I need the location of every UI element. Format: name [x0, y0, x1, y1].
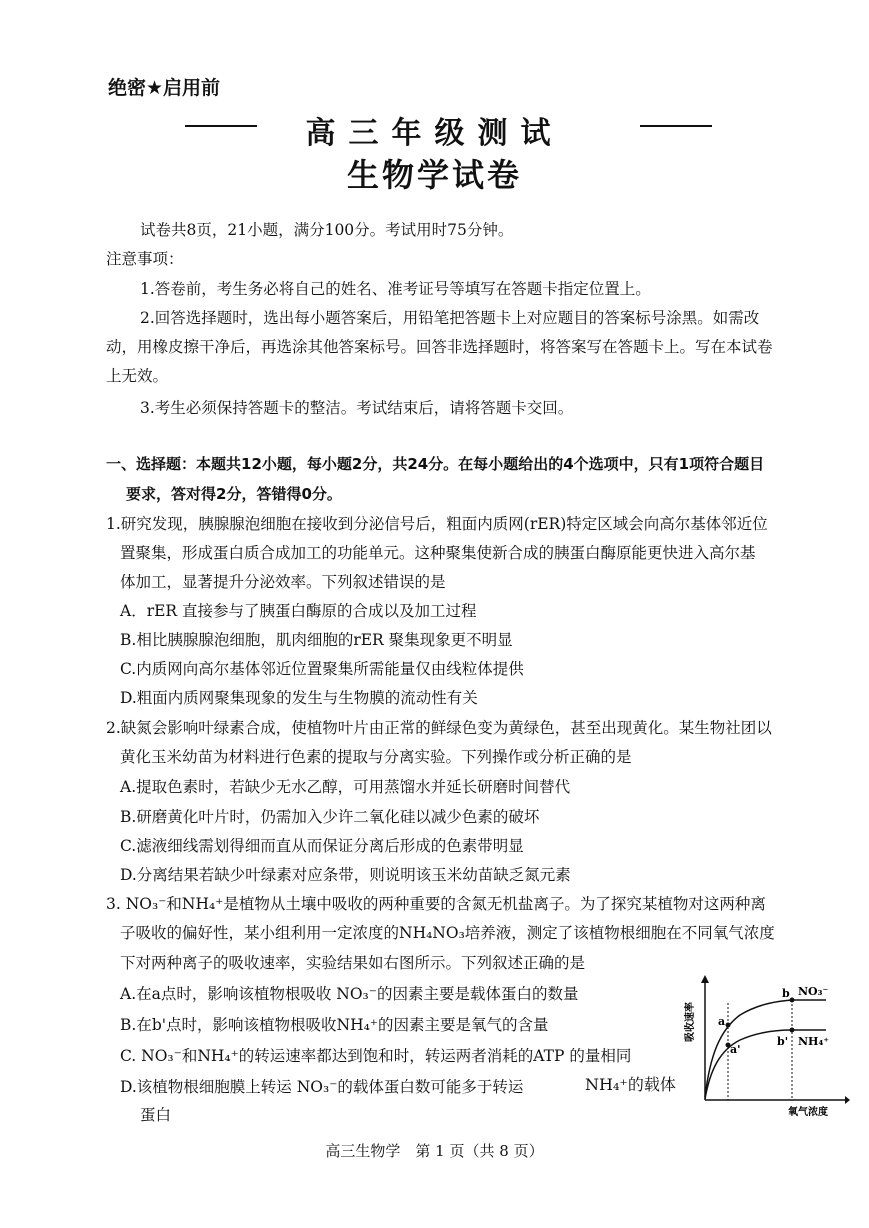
confidential-label: 绝密★启用前 — [108, 77, 221, 99]
notes-heading: 注意事项： — [106, 250, 184, 268]
point-a — [726, 1023, 731, 1028]
q3-option-a: A.在a点时，影响该植物根吸收 NO₃⁻的因素主要是载体蛋白的数量 — [120, 985, 579, 1003]
q3-stem: 3. NO₃⁻和NH₄⁺是植物从土壤中吸收的两种重要的含氮无机盐离子。为了探究某植物对这两种离 — [106, 895, 766, 913]
y-axis-label: 吸收速率 — [685, 1002, 696, 1042]
label-a: a — [718, 1015, 726, 1028]
point-b-prime — [790, 1028, 795, 1033]
note-item: 动，用橡皮擦干净后，再选涂其他答案标号。回答非选择题时，将答案写在答题卡上。写在本试卷 — [106, 338, 773, 356]
q3-option-c: C. NO₃⁻和NH₄⁺的转运速率都达到饱和时，转运两者消耗的ATP 的量相同 — [120, 1047, 632, 1065]
q1-option-d: D.粗面内质网聚集现象的发生与生物膜的流动性有关 — [120, 689, 478, 707]
label-b: b — [782, 987, 790, 1000]
q1-option-c: C.内质网向高尔基体邻近位置聚集所需能量仅由线粒体提供 — [120, 660, 524, 678]
exam-subtitle: 生物学试卷 — [346, 156, 522, 194]
title-rule-right — [640, 125, 712, 127]
label-a-prime: a' — [730, 1043, 741, 1056]
page-footer: 高三生物学 第 1 页（共 8 页） — [325, 1142, 544, 1160]
label-nh4: NH₄⁺ — [798, 1035, 830, 1048]
q2-option-d: D.分离结果若缺少叶绿素对应条带，则说明该玉米幼苗缺乏氮元素 — [120, 866, 571, 884]
q2-stem: 黄化玉米幼苗为材料进行色素的提取与分离实验。下列操作或分析正确的是 — [120, 748, 632, 766]
note-item: 2.回答选择题时，选出每小题答案后，用铅笔把答题卡上对应题目的答案标号涂黑。如需改 — [140, 309, 760, 327]
q1-option-b: B.相比胰腺腺泡细胞，肌肉细胞的rER 聚集现象更不明显 — [120, 631, 513, 649]
x-axis-arrow — [845, 1096, 850, 1104]
q3-stem: 子吸收的偏好性，某小组利用一定浓度的NH₄NO₃培养液，测定了该植物根细胞在不同氧气浓度 — [120, 924, 775, 942]
section-heading: 一、选择题：本题共12小题，每小题2分，共24分。在每小题给出的4个选项中，只有1项符合题目 — [106, 455, 765, 473]
q2-option-c: C.滤液细线需划得细而直从而保证分离后形成的色素带明显 — [120, 837, 524, 855]
q3-option-d-cont: 蛋白 — [140, 1106, 172, 1124]
y-axis-arrow — [701, 975, 709, 983]
label-b-prime: b' — [777, 1035, 789, 1048]
label-no3: NO₃⁻ — [798, 985, 829, 998]
exam-title: 高三年级测试 — [305, 116, 564, 151]
q2-option-a: A.提取色素时，若缺少无水乙醇，可用蒸馏水并延长研磨时间替代 — [120, 778, 571, 796]
note-item: 3.考生必须保持答题卡的整洁。考试结束后，请将答题卡交回。 — [140, 399, 574, 417]
q1-stem: 1.研究发现，胰腺腺泡细胞在接收到分泌信号后，粗面内质网(rER)特定区域会向高尔基体邻近位 — [106, 515, 768, 533]
note-item: 1.答卷前，考生务必将自己的姓名、准考证号等填写在答题卡指定位置上。 — [140, 280, 651, 298]
point-b — [790, 998, 795, 1003]
q3-option-d: D.该植物根细胞膜上转运 NO₃⁻的载体蛋白数可能多于转运 — [120, 1078, 524, 1096]
absorption-rate-graph — [680, 975, 850, 1120]
q3-option-b: B.在b'点时，影响该植物根吸收NH₄⁺的因素主要是氧气的含量 — [120, 1016, 549, 1034]
q1-stem: 置聚集，形成蛋白质合成加工的功能单元。这种聚集使新合成的胰蛋白酶原能更快进入高尔基 — [120, 544, 756, 562]
q2-option-b: B.研磨黄化叶片时，仍需加入少许二氧化硅以减少色素的破坏 — [120, 808, 540, 826]
section-heading-cont: 要求，答对得2分，答错得0分。 — [126, 485, 342, 503]
q1-option-a: A．rER 直接参与了胰蛋白酶原的合成以及加工过程 — [120, 602, 477, 620]
exam-intro: 试卷共8页，21小题，满分100分。考试用时75分钟。 — [140, 221, 514, 239]
q1-stem: 体加工，显著提升分泌效率。下列叙述错误的是 — [120, 573, 446, 591]
q3-stem: 下对两种离子的吸收速率，实验结果如右图所示。下列叙述正确的是 — [120, 954, 586, 972]
q2-stem: 2.缺氮会影响叶绿素合成，使植物叶片由正常的鲜绿色变为黄绿色，甚至出现黄化。某生物社团以 — [106, 719, 772, 737]
x-axis-label: 氧气浓度 — [788, 1107, 828, 1118]
q3-option-d-inline: NH₄⁺的载体 — [585, 1075, 676, 1094]
note-item: 上无效。 — [106, 367, 169, 385]
